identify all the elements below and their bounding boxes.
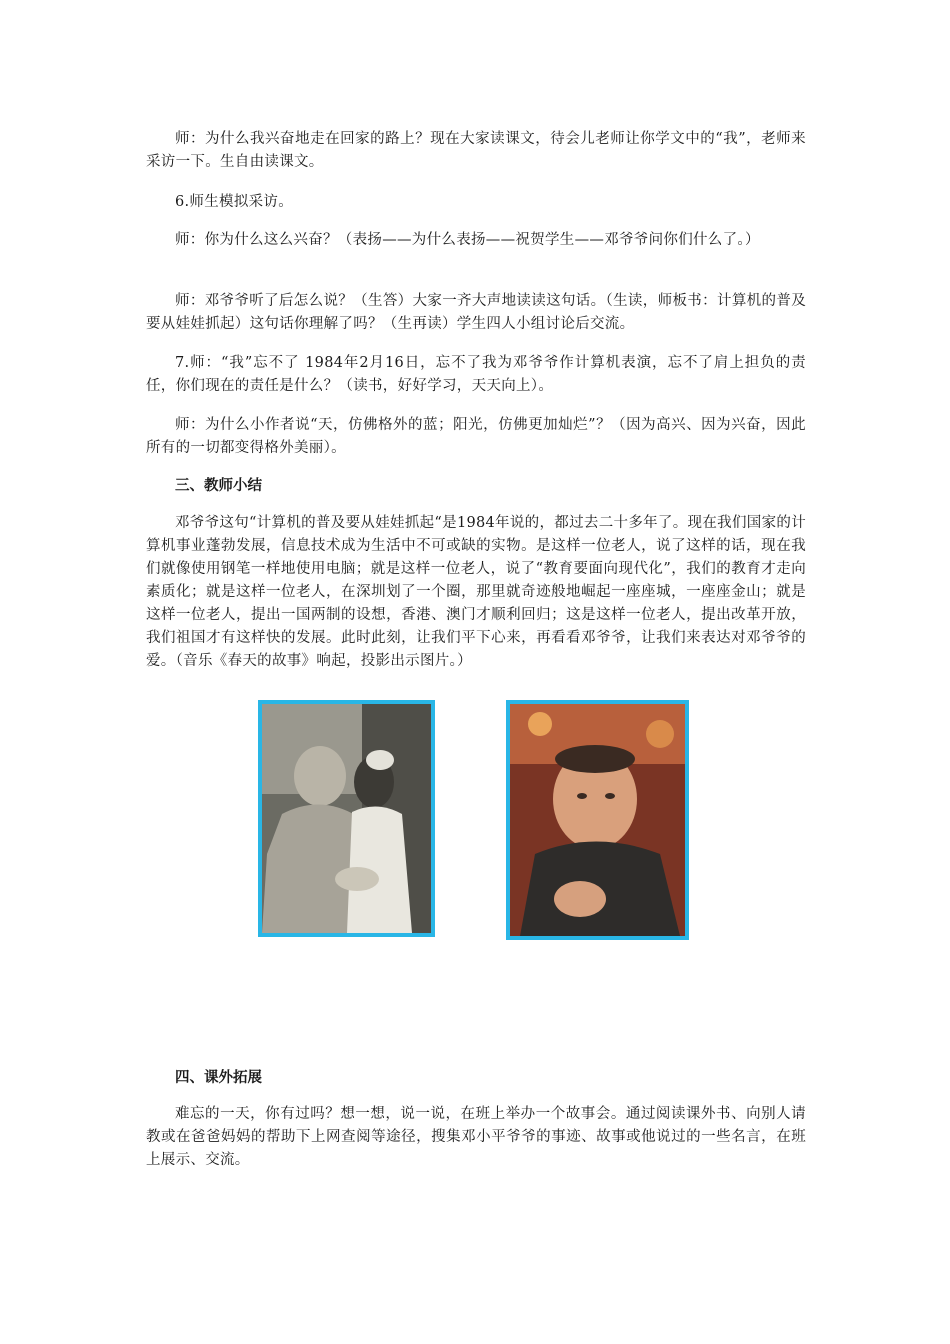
paragraph-step-6: 6.师生模拟采访。 <box>175 194 294 210</box>
heading-extension: 四、课外拓展 <box>175 1070 262 1086</box>
paragraph-interview-question: 师：你为什么这么兴奋？（表扬——为什么表扬——祝贺学生——邓爷爷问你们什么了。） <box>175 232 760 248</box>
paragraph-extension: 难忘的一天，你有过吗？想一想，说一说，在班上举办一个故事会。通过阅读课外书、向别人请教或在爸爸妈妈的帮助下上网查阅等途径，搜集邓小平爷爷的事迹、故事或他说过的一些名言，在班上展示、交流。 <box>146 1106 806 1168</box>
paragraph-summary: 邓爷爷这句“计算机的普及要从娃娃抓起“是1984年说的，都过去二十多年了。现在我们国家的计算机事业蓬勃发展，信息技术成为生活中不可或缺的实物。是这样一位老人，说了这样的话，现在我们就像使用钢笔一样地使用电脑；就是这样一位老人，说了“教育要面向现代化”，我们的教育才走向素质化；就是这样一位老人，在深圳划了一个圈，那里就奇迹般地崛起一座座城，一座座金山；就是这样一位老人，提出一国两制的设想，香港、澳门才顺利回归；这是这样一位老人，提出改革开放，我们祖国才有这样快的发展。此时此刻，让我们平下心来，再看看邓爷爷，让我们来表达对邓爷爷的爱。（音乐《春天的故事》响起，投影出示图片。） <box>146 515 806 669</box>
photo-deng-portrait <box>506 700 689 940</box>
paragraph-deng-said: 师：邓爷爷听了后怎么说？（生答）大家一齐大声地读读这句话。（生读，师板书：计算机的普及要从娃娃抓起）这句话你理解了吗？（生再读）学生四人小组讨论后交流。 <box>146 293 806 332</box>
paragraph-sky-question: 师：为什么小作者说“天，仿佛格外的蓝；阳光，仿佛更加灿烂”？（因为高兴、因为兴奋，因此所有的一切都变得格外美丽）。 <box>146 417 806 456</box>
paragraph-step-7: 7.师：“我”忘不了 1984年2月16日，忘不了我为邓爷爷作计算机表演，忘不了肩上担负的责任，你们现在的责任是什么？（读书，好好学习，天天向上）。 <box>146 355 806 394</box>
photo-deng-handshake <box>258 700 435 937</box>
paragraph-teacher-question: 师：为什么我兴奋地走在回家的路上？现在大家读课文，待会儿老师让你学文中的“我”，老师来采访一下。生自由读课文。 <box>146 131 806 170</box>
heading-teacher-summary: 三、教师小结 <box>175 478 262 494</box>
